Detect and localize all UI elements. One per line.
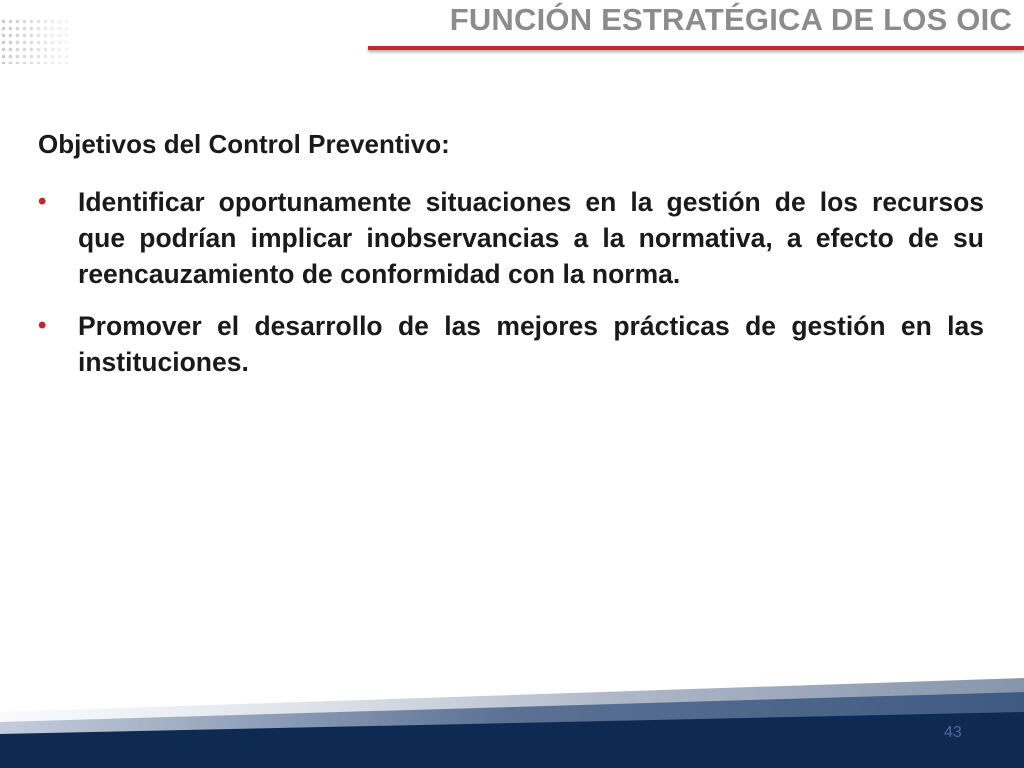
bullet-item (38, 308, 984, 380)
slide-header-title: FUNCIÓN ESTRATÉGICA DE LOS OIC (449, 2, 1012, 37)
bullet-dot-icon: • (38, 188, 47, 215)
page-number: 43 (944, 724, 962, 741)
bullet-text: Promover el desarrollo de las mejores prácticas de gestión en las instituciones. (78, 311, 984, 377)
dot-pattern-decoration (0, 18, 70, 64)
slide-content (38, 126, 984, 396)
footer-band-decoration (0, 678, 1024, 768)
bullet-text: Identificar oportunamente situaciones en la gestión de los recursos que podrían implicar inobservancias a la normativa, a efecto de su reencauzamiento de conformidad con la norma. (78, 187, 984, 289)
section-heading: Objetivos del Control Preventivo: (38, 129, 450, 159)
bullet-list (38, 184, 984, 380)
header-red-rule (368, 46, 1024, 50)
bullet-item (38, 184, 984, 292)
bullet-dot-icon: • (38, 312, 47, 339)
